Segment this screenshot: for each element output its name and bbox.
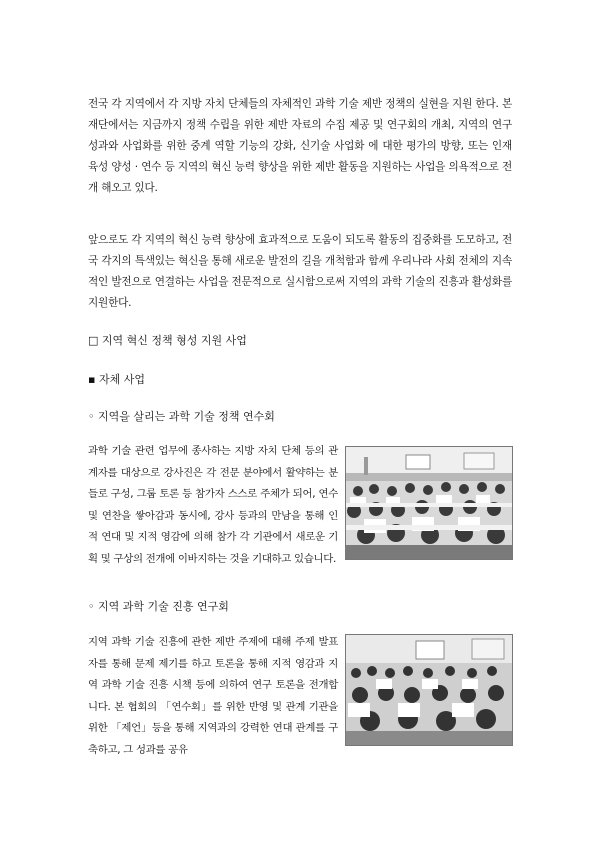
research-meeting-photo [345,634,513,746]
intro-paragraph-2: 앞으로도 각 지역의 혁신 능력 향상에 효과적으로 도움이 되도록 활동의 집중화를 도모하고, 전국 각지의 특색있는 혁신을 통해 새로운 발전의 길을 개척함과 함께 우리나라 사회 전체의 지속적인 발전으로 연결하는 사업을 전문적으로 실시함으로써 지역의 과학 기술의 진흥과 활성화를 지원한다. [88,234,512,309]
section-title: □ 지역 혁신 정책 형성 지원 사업 [88,334,247,347]
seminar-photo [345,446,513,560]
intro-paragraph-1: 전국 각 지역에서 각 지방 자치 단체들의 자체적인 과학 기술 제반 정책의 실현을 지원 한다. 본 재단에서는 지금까지 정책 수립을 위한 제반 자료의 수집 제공 및 연구회의 개최, 지역의 연구 성과와 사업화를 위한 중계 역할 기능의 강화, 신기술 사업화 에 대한 평가의 방향, 또는 인재 육성 양성 · 연수 등 지역의 혁신 능력 향상을 위한 제반 활동을 지원하는 사업을 의욕적으로 전개 해오고 있다. [88,98,512,194]
item-text-research: 지역 과학 기술 진흥에 관한 제반 주제에 대해 주제 발표자를 통해 문제 제기를 하고 토론을 통해 지적 영감과 지역 과학 기술 진흥 시책 등에 의하여 연구 토론을 전개합니다. 본 협회의 「연수회」를 위한 반영 및 관계 기관을 위한 「제언」등을 통해 지역과의 강력한 연대 관계를 구축하고, 그 성과를 공유 [88,636,338,756]
item-heading-seminar: ◦ 지역을 살리는 과학 기술 정책 연수회 [88,410,275,423]
item-heading-research: ◦ 지역 과학 기술 진흥 연구회 [88,600,229,613]
item-text-seminar: 과학 기술 관련 업무에 종사하는 지방 자치 단체 등의 관계자를 대상으로 강사진은 각 전문 분야에서 활약하는 분들로 구성, 그룹 토론 등 참가자 스스로 주체가 되어, 연수 및 연찬을 쌓아감과 동시에, 강사 등과의 만남을 통해 인적 연대 및 지적 영감에 의해 참가 각 기관에서 새로운 기획 및 구상의 전개에 이바지하는 것을 기대하고 있습니다. [88,445,338,565]
section-subtitle: ▪ 자체 사업 [88,373,145,386]
